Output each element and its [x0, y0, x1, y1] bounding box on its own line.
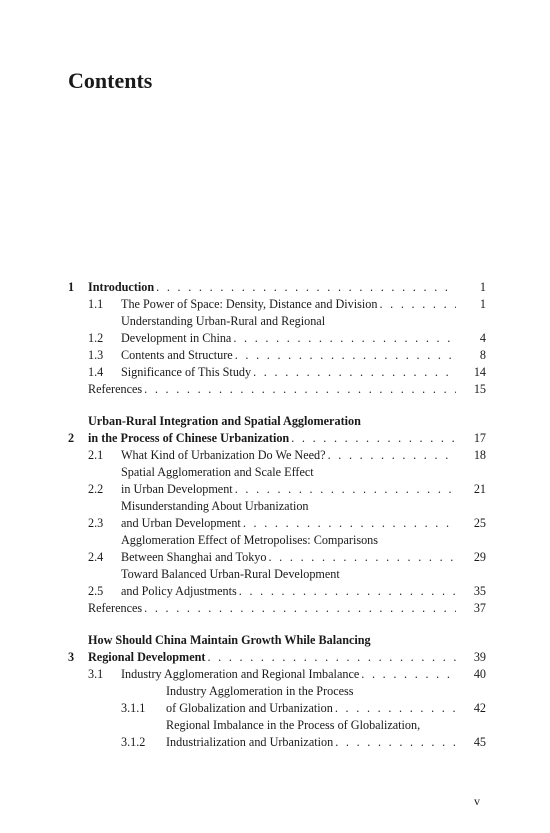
toc-entry-refs[interactable] — [68, 600, 486, 617]
toc-entry-number: 2.1 — [88, 448, 104, 462]
toc-entry-refs[interactable] — [68, 381, 486, 398]
dot-leader — [335, 734, 456, 751]
dot-leader — [207, 649, 456, 666]
toc-entry-page: 29 — [473, 550, 486, 564]
toc-entry-title-line: What Kind of Urbanization Do We Need? — [121, 448, 326, 462]
toc-entry-page: 35 — [473, 584, 486, 598]
dot-leader — [235, 481, 456, 498]
toc-entry-title-line: Industry Agglomeration and Regional Imbalance — [121, 667, 360, 681]
toc-entry-number: 1.3 — [88, 348, 104, 362]
toc-entry-title-line: Significance of This Study — [121, 365, 252, 379]
toc-entry-title-line: References — [88, 382, 143, 396]
toc-entry-section[interactable] — [68, 532, 486, 566]
toc-entry-subsection[interactable] — [68, 717, 486, 751]
toc-entry-page: 25 — [473, 516, 486, 530]
toc-entry-section[interactable] — [68, 666, 486, 683]
dot-leader — [144, 600, 456, 617]
dot-leader — [235, 347, 456, 364]
dot-leader — [335, 700, 456, 717]
toc-entry-section[interactable] — [68, 364, 486, 381]
toc-entry-title-line: of Globalization and Urbanization — [166, 701, 333, 715]
toc-entry-page: 37 — [473, 601, 486, 615]
toc-entry-number: 3.1.1 — [121, 701, 146, 715]
page-number: v — [474, 794, 480, 808]
toc-entry-page: 42 — [473, 701, 486, 715]
toc-entry-number: 1 — [68, 280, 75, 294]
toc-entry-title-line: and Policy Adjustments — [121, 584, 237, 598]
toc-entry-title-line: Introduction — [88, 280, 155, 294]
toc-entry-title-line: Contents and Structure — [121, 348, 233, 362]
toc-entry-title-line: Spatial Agglomeration and Scale Effect — [121, 465, 314, 479]
toc-entry-section[interactable] — [68, 347, 486, 364]
toc-entry-title-line: Between Shanghai and Tokyo — [121, 550, 267, 564]
toc-entry-title-line: Urban-Rural Integration and Spatial Agglomeration — [88, 414, 361, 428]
dot-leader — [361, 666, 456, 683]
toc-entry-page: 1 — [479, 297, 486, 311]
toc-entry-section[interactable] — [68, 566, 486, 600]
toc-entry-chapter[interactable] — [68, 632, 486, 666]
toc-entry-title-line: Development in China — [121, 331, 232, 345]
toc-entry-number: 1.4 — [88, 365, 104, 379]
toc-entry-title-line: in Urban Development — [121, 482, 233, 496]
toc-entry-number: 1.1 — [88, 297, 104, 311]
toc-entry-number: 2.4 — [88, 550, 104, 564]
toc-entry-title-line: Agglomeration Effect of Metropolises: Comparisons — [121, 533, 379, 547]
toc-entry-number: 3.1.2 — [121, 735, 146, 749]
toc-entry-title-line: Understanding Urban-Rural and Regional — [121, 314, 326, 328]
toc-entry-page: 39 — [473, 650, 486, 664]
toc-entry-section[interactable] — [68, 296, 486, 313]
dot-leader — [291, 430, 456, 447]
toc-entry-section[interactable] — [68, 498, 486, 532]
dot-leader — [328, 447, 456, 464]
toc-entry-page: 1 — [479, 280, 486, 294]
toc-entry-section[interactable] — [68, 464, 486, 498]
toc-entry-title-line: Regional Development — [88, 650, 206, 664]
toc-entry-title-line: Regional Imbalance in the Process of Globalization, — [166, 718, 421, 732]
toc-entry-subsection[interactable] — [68, 683, 486, 717]
toc-entry-title-line: Industrialization and Urbanization — [166, 735, 334, 749]
dot-leader — [233, 330, 456, 347]
toc-entry-number: 2.3 — [88, 516, 104, 530]
dot-leader — [243, 515, 456, 532]
toc-entry-page: 45 — [473, 735, 486, 749]
toc-entry-number: 3.1 — [88, 667, 104, 681]
toc-entry-title-line: and Urban Development — [121, 516, 241, 530]
toc-entry-section[interactable] — [68, 313, 486, 347]
toc-entry-page: 15 — [473, 382, 486, 396]
dot-leader — [156, 279, 456, 296]
toc-entry-page: 8 — [479, 348, 486, 362]
toc-entry-page: 40 — [473, 667, 486, 681]
dot-leader — [144, 381, 456, 398]
toc-entry-number: 1.2 — [88, 331, 104, 345]
page-title: Contents — [68, 68, 153, 93]
dot-leader — [379, 296, 456, 313]
dot-leader — [239, 583, 456, 600]
toc-entry-title-line: How Should China Maintain Growth While Balancing — [88, 633, 371, 647]
toc-entry-page: 18 — [473, 448, 486, 462]
dot-leader — [253, 364, 456, 381]
toc-entry-page: 14 — [473, 365, 486, 379]
toc-entry-title-line: Industry Agglomeration in the Process — [166, 684, 354, 698]
toc-entry-title-line: The Power of Space: Density, Distance and Division — [121, 297, 378, 311]
toc-entry-page: 21 — [473, 482, 486, 496]
toc-entry-section[interactable] — [68, 447, 486, 464]
toc-entry-chapter[interactable] — [68, 413, 486, 447]
dot-leader — [268, 549, 456, 566]
toc-entry-title-line: in the Process of Chinese Urbanization — [88, 431, 290, 445]
table-of-contents — [68, 279, 486, 751]
toc-entry-number: 2 — [68, 431, 75, 445]
toc-entry-number: 3 — [68, 650, 75, 664]
toc-entry-title-line: Misunderstanding About Urbanization — [121, 499, 309, 513]
toc-entry-number: 2.5 — [88, 584, 104, 598]
toc-entry-title-line: References — [88, 601, 143, 615]
toc-entry-page: 4 — [479, 331, 486, 345]
toc-entry-chapter[interactable] — [68, 279, 486, 296]
toc-entry-page: 17 — [473, 431, 486, 445]
toc-entry-title-line: Toward Balanced Urban-Rural Development — [121, 567, 340, 581]
toc-entry-number: 2.2 — [88, 482, 104, 496]
